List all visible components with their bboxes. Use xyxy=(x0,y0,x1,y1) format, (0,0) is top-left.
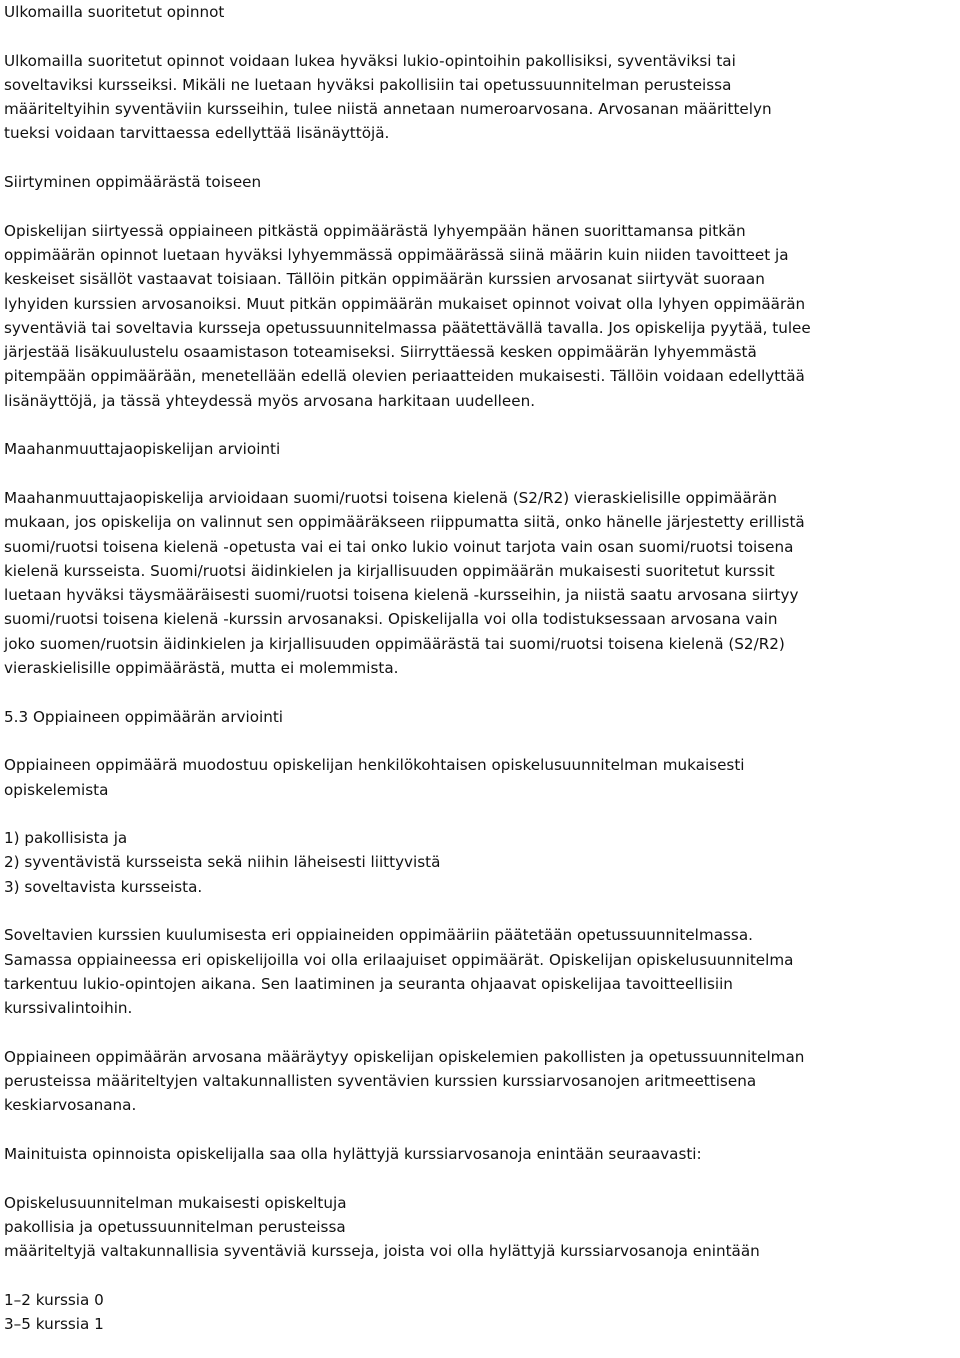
paragraph-line: kielenä kursseista. Suomi/ruotsi äidinkielen ja kirjallisuuden oppimäärän mukaisesti suoritetut kurssit xyxy=(4,561,775,580)
paragraph-line: pitempään oppimäärään, menetellään edellä olevien periaatteiden mukaisesti. Tällöin voidaan edellyttää xyxy=(4,367,805,386)
paragraph-line: Ulkomailla suoritetut opinnot voidaan lukea hyväksi lukio-opintoihin pakollisiksi, syventäviksi tai xyxy=(4,51,736,70)
paragraph-line: järjestää lisäkuulustelu osaamistason toteamiseksi. Siirryttäessä kesken oppimäärän lyhyemmästä xyxy=(4,343,757,362)
paragraph-line: määriteltyihin syventäviin kursseihin, tulee niistä annetaan numeroarvosana. Arvosanan määrittelyn xyxy=(4,100,772,119)
paragraph-line: Maahanmuuttajaopiskelija arvioidaan suomi/ruotsi toisena kielenä (S2/R2) vieraskielisille oppimäärän xyxy=(4,488,777,507)
course-table xyxy=(4,1288,956,1337)
paragraph-line: Opiskelusuunnitelman mukaisesti opiskeltuja xyxy=(4,1193,347,1212)
section-maahanmuuttaja xyxy=(4,437,956,680)
paragraph-line: Mainituista opinnoista opiskelijalla saa olla hylättyjä kurssiarvosanoja enintään seuraavasti: xyxy=(4,1144,702,1163)
paragraph-line: syventäviä tai soveltavia kursseja opetussuunnitelmassa päätettävällä tavalla. Jos opiskelija pyytää, tulee xyxy=(4,318,811,337)
paragraph-line: joko suomen/ruotsin äidinkielen ja kirjallisuuden oppimäärästä tai suomi/ruotsi toisena kielenä (S2/R2) xyxy=(4,634,785,653)
section-heading: 5.3 Oppiaineen oppimäärän arviointi xyxy=(4,707,284,726)
list-item: 2) syventävistä kursseista sekä niihin läheisesti liittyvistä xyxy=(4,853,441,872)
paragraph-line: kurssivalintoihin. xyxy=(4,999,133,1018)
paragraph xyxy=(4,923,956,1020)
section-heading: Ulkomailla suoritetut opinnot xyxy=(4,3,225,21)
paragraph xyxy=(4,486,956,680)
paragraph-line: Opiskelijan siirtyessä oppiaineen pitkästä oppimäärästä lyhyempään hänen suorittamansa pitkän xyxy=(4,221,746,240)
paragraph-line: tarkentuu lukio-opintojen aikana. Sen laatiminen ja seuranta ohjaavat opiskelijaa tavoitteellisiin xyxy=(4,974,733,993)
section-siirtyminen xyxy=(4,170,956,413)
paragraph-line: Oppiaineen oppimäärän arvosana määräytyy opiskelijan opiskelemien pakollisten ja opetussuunnitelman xyxy=(4,1047,805,1066)
section-ulkomailla xyxy=(4,0,956,146)
paragraph-line: lyhyiden kurssien arvosanoiksi. Muut pitkän oppimäärän mukaiset opinnot voivat olla lyhyen oppimäärän xyxy=(4,294,806,313)
paragraph-line: mukaan, jos opiskelija on valinnut sen oppimääräkseen riippumatta siitä, onko hänelle järjestetty erillistä xyxy=(4,513,805,532)
paragraph xyxy=(4,49,956,146)
list-item: 1) pakollisista ja xyxy=(4,829,128,848)
paragraph-line: vieraskielisille oppimäärästä, mutta ei molemmista. xyxy=(4,659,399,678)
paragraph-line: suomi/ruotsi toisena kielenä -opetusta vai ei tai onko lukio voinut tarjota vain osan suomi/ruotsi toisena xyxy=(4,537,794,556)
paragraph-line: pakollisia ja opetussuunnitelman perusteissa xyxy=(4,1217,346,1236)
paragraph xyxy=(4,219,956,413)
paragraph xyxy=(4,1142,956,1166)
paragraph-line: opiskelemista xyxy=(4,780,109,799)
paragraph-line: lisänäyttöjä, ja tässä yhteydessä myös arvosana harkitaan uudelleen. xyxy=(4,391,536,410)
paragraph-line: suomi/ruotsi toisena kielenä -kurssin arvosanaksi. Opiskelijalla voi olla todistuksessaan arvosana vain xyxy=(4,610,778,629)
paragraph-line: Samassa oppiaineessa eri opiskelijoilla voi olla erilaajuiset oppimäärät. Opiskelijan opiskelusuunnitelma xyxy=(4,950,794,969)
table-row: 3–5 kurssia 1 xyxy=(4,1315,104,1334)
list-item: 3) soveltavista kursseista. xyxy=(4,877,203,896)
paragraph-line: Oppiaineen oppimäärä muodostuu opiskelijan henkilökohtaisen opiskelusuunnitelman mukaisesti xyxy=(4,756,745,775)
paragraph-line: keskiarvosanana. xyxy=(4,1096,137,1115)
paragraph-line: Soveltavien kurssien kuulumisesta eri oppiaineiden oppimääriin päätetään opetussuunnitelmassa. xyxy=(4,926,753,945)
paragraph xyxy=(4,1191,956,1264)
numbered-list xyxy=(4,826,956,899)
paragraph-line: keskeiset sisällöt vastaavat toisiaan. Tällöin pitkän oppimäärän kurssien arvosanat siirtyvät suoraan xyxy=(4,270,765,289)
paragraph-line: määriteltyjä valtakunnallisia syventäviä kursseja, joista voi olla hylättyjä kurssiarvosanoja enintään xyxy=(4,1242,760,1261)
paragraph-line: oppimäärän opinnot luetaan hyväksi lyhyemmässä oppimäärässä siinä määrin kuin niiden tavoitteet ja xyxy=(4,245,789,264)
paragraph xyxy=(4,1045,956,1118)
paragraph-line: luetaan hyväksi täysmääräisesti suomi/ruotsi toisena kielenä -kursseihin, ja niistä saatu arvosana siirtyy xyxy=(4,586,799,605)
section-heading: Maahanmuuttajaopiskelijan arviointi xyxy=(4,440,281,459)
section-heading: Siirtyminen oppimäärästä toiseen xyxy=(4,173,262,192)
paragraph xyxy=(4,753,956,802)
paragraph-line: tueksi voidaan tarvittaessa edellyttää lisänäyttöjä. xyxy=(4,124,390,143)
paragraph-line: soveltaviksi kursseiksi. Mikäli ne luetaan hyväksi pakollisiin tai opetussuunnitelman perusteissa xyxy=(4,75,732,94)
paragraph-line: perusteissa määriteltyjen valtakunnallisten syventävien kurssien kurssiarvosanojen aritmeettisena xyxy=(4,1072,757,1091)
table-row: 1–2 kurssia 0 xyxy=(4,1290,104,1309)
section-oppiaineen-arviointi xyxy=(4,705,956,1337)
